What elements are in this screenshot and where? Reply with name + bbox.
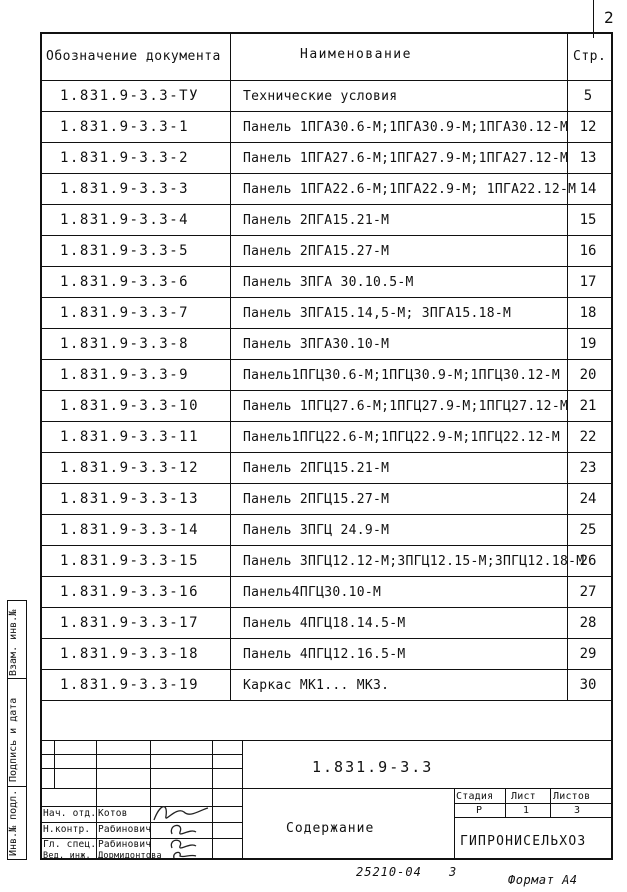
row-page: 23 <box>579 460 597 476</box>
table-bottom-line <box>40 700 613 701</box>
row-divider <box>40 142 613 143</box>
row-page: 28 <box>579 615 597 631</box>
side-strip-divider-2 <box>7 786 27 787</box>
tb-stage: Р <box>476 805 483 816</box>
row-name: Панель 2ПГЦ15.27-М <box>243 492 390 507</box>
row-name: Панель 4ПГЦ18.14.5-М <box>243 616 406 631</box>
row-divider <box>40 607 613 608</box>
row-code: 1.831.9-3.3-11 <box>60 429 200 445</box>
row-divider <box>40 235 613 236</box>
row-code: 1.831.9-3.3-2 <box>60 150 190 166</box>
staff-person-2: Рабинович <box>98 824 152 835</box>
row-name: Панель 3ПГЦ12.12-М;3ПГЦ12.15-М;3ПГЦ12.18-М <box>243 554 585 569</box>
row-code: 1.831.9-3.3-6 <box>60 274 190 290</box>
header-page: Стр. <box>573 49 607 64</box>
row-code: 1.831.9-3.3-13 <box>60 491 200 507</box>
row-code: 1.831.9-3.3-5 <box>60 243 190 259</box>
row-name: Панель1ПГЦ22.6-М;1ПГЦ22.9-М;1ПГЦ22.12-М <box>243 430 560 445</box>
row-divider <box>40 266 613 267</box>
tb-col-d <box>212 740 213 860</box>
col-divider-1 <box>230 32 231 700</box>
row-divider <box>40 328 613 329</box>
row-code: 1.831.9-3.3-7 <box>60 305 190 321</box>
side-label-podpis: Подпись и дата <box>8 697 19 782</box>
row-name: Панель 1ПГА22.6-М;1ПГА22.9-М; 1ПГА22.12-М <box>243 182 577 197</box>
row-page: 30 <box>579 677 597 693</box>
row-name: Панель 2ПГА15.21-М <box>243 213 390 228</box>
row-divider <box>40 111 613 112</box>
row-divider <box>40 452 613 453</box>
row-code: 1.831.9-3.3-12 <box>60 460 200 476</box>
row-divider <box>40 483 613 484</box>
header-name: Наименование <box>300 47 412 62</box>
staff-role-4: Вед. инж. <box>43 851 91 861</box>
row-divider <box>40 297 613 298</box>
tb-sheet: 1 <box>523 805 530 816</box>
row-divider <box>40 421 613 422</box>
row-page: 5 <box>583 88 593 104</box>
tb-sheets: 3 <box>574 805 581 816</box>
row-divider <box>40 204 613 205</box>
row-name: Панель 3ПГА15.14,5-М; 3ПГА15.18-М <box>243 306 512 321</box>
row-name: Панель 1ПГА27.6-М;1ПГА27.9-М;1ПГА27.12-М <box>243 151 569 166</box>
row-name: Панель 1ПГА30.6-М;1ПГА30.9-М;1ПГА30.12-М <box>243 120 569 135</box>
row-page: 14 <box>579 181 597 197</box>
row-name: Панель 1ПГЦ27.6-М;1ПГЦ27.9-М;1ПГЦ27.12-М <box>243 399 569 414</box>
row-code: 1.831.9-3.3-14 <box>60 522 200 538</box>
row-code: 1.831.9-3.3-18 <box>60 646 200 662</box>
row-code: 1.831.9-3.3-16 <box>60 584 200 600</box>
staff-role-1: Нач. отд. <box>43 808 97 819</box>
row-page: 12 <box>579 119 597 135</box>
row-divider <box>40 545 613 546</box>
tb-doc-code: 1.831.9-3.3 <box>312 758 434 776</box>
tb-line-mid <box>40 788 613 789</box>
row-name: Технические условия <box>243 89 398 104</box>
row-name: Панель 3ПГЦ 24.9-М <box>243 523 390 538</box>
staff-role-2: Н.контр. <box>43 824 91 835</box>
row-page: 19 <box>579 336 597 352</box>
row-code: 1.831.9-3.3-9 <box>60 367 190 383</box>
row-page: 13 <box>579 150 597 166</box>
staff-person-3: Рабинович <box>98 839 152 850</box>
row-divider <box>40 638 613 639</box>
tb-right-col-3 <box>550 788 551 817</box>
tb-col-a <box>54 740 55 788</box>
header-designation: Обозначение документа <box>46 49 221 64</box>
row-code: 1.831.9-3.3-15 <box>60 553 200 569</box>
row-name: Панель 2ПГЦ15.21-М <box>243 461 390 476</box>
row-page: 22 <box>579 429 597 445</box>
signatures <box>150 798 212 862</box>
row-code: 1.831.9-3.3-10 <box>60 398 200 414</box>
staff-person-1: Котов <box>98 808 128 819</box>
row-code: 1.831.9-3.3-1 <box>60 119 190 135</box>
row-divider <box>40 514 613 515</box>
row-code: 1.831.9-3.3-17 <box>60 615 200 631</box>
row-page: 26 <box>579 553 597 569</box>
tb-right-col-2 <box>505 788 506 817</box>
row-page: 15 <box>579 212 597 228</box>
row-divider <box>40 390 613 391</box>
row-name: Панель 2ПГА15.27-М <box>243 244 390 259</box>
row-name: Панель1ПГЦ30.6-М;1ПГЦ30.9-М;1ПГЦ30.12-М <box>243 368 560 383</box>
row-code: 1.831.9-3.3-4 <box>60 212 190 228</box>
tb-col-e <box>242 740 243 860</box>
row-page: 17 <box>579 274 597 290</box>
row-name: Панель 4ПГЦ12.16.5-М <box>243 647 406 662</box>
tb-title: Содержание <box>286 821 375 836</box>
row-page: 24 <box>579 491 597 507</box>
tb-right-line-2 <box>454 817 613 818</box>
row-name: Панель 3ПГА 30.10.5-М <box>243 275 414 290</box>
footer-number: 25210-04 <box>356 865 422 879</box>
row-code: 1.831.9-3.3-19 <box>60 677 200 693</box>
row-page: 20 <box>579 367 597 383</box>
row-name: Панель 3ПГА30.10-М <box>243 337 390 352</box>
footer-format: Формат А4 <box>508 873 578 887</box>
row-code: 1.831.9-3.3-8 <box>60 336 190 352</box>
staff-person-4: Дормидонтова <box>98 851 162 861</box>
row-page: 29 <box>579 646 597 662</box>
tb-sheets-label: Листов <box>553 791 591 802</box>
tb-stage-label: Стадия <box>456 791 494 802</box>
row-code: 1.831.9-3.3-ТУ <box>60 88 200 104</box>
row-divider <box>40 669 613 670</box>
footer-page: 3 <box>449 865 457 879</box>
row-name: Панель4ПГЦ30.10-М <box>243 585 382 600</box>
row-name: Каркас МК1... МК3. <box>243 678 390 693</box>
tb-organization: ГИПРОНИСЕЛЬХОЗ <box>460 834 587 849</box>
sheet-number: 2 <box>604 8 614 27</box>
side-label-vzam: Взам. инв.№ <box>8 609 19 676</box>
row-page: 18 <box>579 305 597 321</box>
row-code: 1.831.9-3.3-3 <box>60 181 190 197</box>
row-page: 25 <box>579 522 597 538</box>
row-page: 16 <box>579 243 597 259</box>
side-label-inv: Инв.№ подл. <box>8 789 19 856</box>
row-page: 27 <box>579 584 597 600</box>
row-divider <box>40 576 613 577</box>
side-strip-divider-1 <box>7 678 27 679</box>
row-page: 21 <box>579 398 597 414</box>
tb-right-col <box>454 788 455 860</box>
row-divider <box>40 359 613 360</box>
tb-sheet-label: Лист <box>511 791 536 802</box>
tb-line-top <box>40 740 613 741</box>
staff-role-3: Гл. спец. <box>43 839 97 850</box>
tb-right-line-1 <box>454 803 613 804</box>
header-divider <box>40 80 613 81</box>
row-divider <box>40 173 613 174</box>
